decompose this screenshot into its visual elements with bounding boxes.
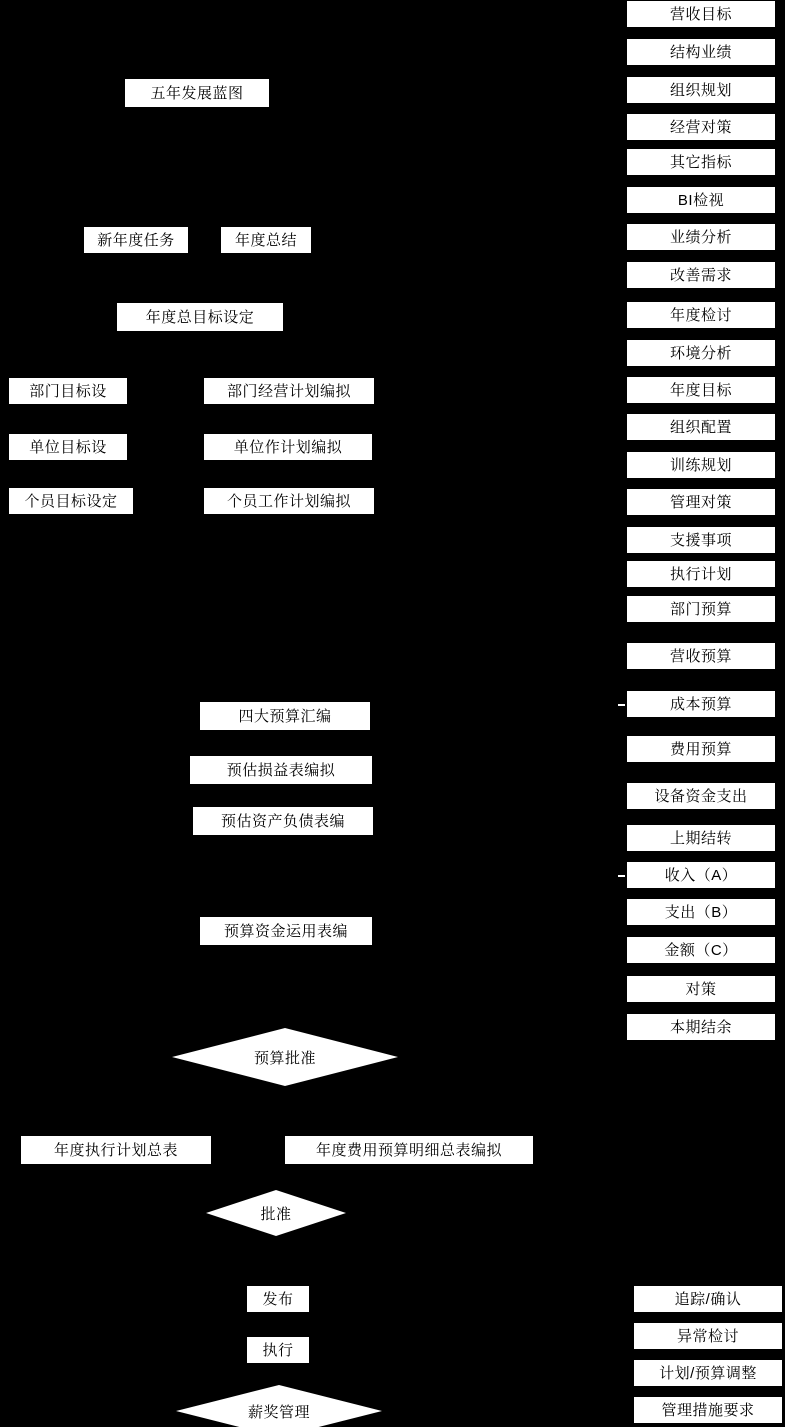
process-node-14[interactable]: 年度执行计划总表 (20, 1135, 212, 1165)
detail-node-3[interactable]: 经营对策 (626, 113, 776, 141)
detail-node-2[interactable]: 组织规划 (626, 76, 776, 104)
process-node-3[interactable]: 年度总目标设定 (116, 302, 284, 332)
detail-node-23[interactable]: 支出（B） (626, 898, 776, 926)
process-node-13[interactable]: 预算资金运用表编 (199, 916, 373, 946)
followup-node-0[interactable]: 追踪/确认 (633, 1285, 783, 1313)
detail-node-10[interactable]: 年度目标 (626, 376, 776, 404)
process-node-12[interactable]: 预估资产负债表编 (192, 806, 374, 836)
connector-tick-18 (618, 704, 625, 706)
followup-node-1[interactable]: 异常检讨 (633, 1322, 783, 1350)
detail-node-21[interactable]: 上期结转 (626, 824, 776, 852)
detail-node-12[interactable]: 训练规划 (626, 451, 776, 479)
detail-node-14[interactable]: 支援事项 (626, 526, 776, 554)
decision-node-label-1: 批准 (260, 1205, 292, 1223)
detail-node-18[interactable]: 成本预算 (626, 690, 776, 718)
followup-node-3[interactable]: 管理措施要求 (633, 1396, 783, 1424)
process-node-2[interactable]: 年度总结 (220, 226, 312, 254)
process-node-17[interactable]: 执行 (246, 1336, 310, 1364)
detail-node-11[interactable]: 组织配置 (626, 413, 776, 441)
detail-node-22[interactable]: 收入（A） (626, 861, 776, 889)
process-node-9[interactable]: 个员工作计划编拟 (203, 487, 375, 515)
detail-node-26[interactable]: 本期结余 (626, 1013, 776, 1041)
connector-tick-22 (618, 875, 625, 877)
detail-node-7[interactable]: 改善需求 (626, 261, 776, 289)
decision-node-1[interactable] (206, 1190, 346, 1236)
detail-node-25[interactable]: 对策 (626, 975, 776, 1003)
detail-node-5[interactable]: BI检视 (626, 186, 776, 214)
detail-node-20[interactable]: 设备资金支出 (626, 782, 776, 810)
process-node-8[interactable]: 个员目标设定 (8, 487, 134, 515)
detail-node-15[interactable]: 执行计划 (626, 560, 776, 588)
detail-node-24[interactable]: 金额（C） (626, 936, 776, 964)
process-node-6[interactable]: 单位目标设 (8, 433, 128, 461)
detail-node-1[interactable]: 结构业绩 (626, 38, 776, 66)
detail-node-4[interactable]: 其它指标 (626, 148, 776, 176)
decision-node-label-2: 薪奖管理 (247, 1403, 310, 1421)
process-node-4[interactable]: 部门目标设 (8, 377, 128, 405)
process-node-15[interactable]: 年度费用预算明细总表编拟 (284, 1135, 534, 1165)
decision-node-0[interactable] (172, 1028, 398, 1086)
process-node-5[interactable]: 部门经营计划编拟 (203, 377, 375, 405)
detail-node-8[interactable]: 年度检讨 (626, 301, 776, 329)
detail-node-19[interactable]: 费用预算 (626, 735, 776, 763)
decision-node-label-0: 预算批准 (253, 1049, 316, 1067)
process-node-7[interactable]: 单位作计划编拟 (203, 433, 373, 461)
detail-node-0[interactable]: 营收目标 (626, 0, 776, 28)
detail-node-6[interactable]: 业绩分析 (626, 223, 776, 251)
process-node-11[interactable]: 预估损益表编拟 (189, 755, 373, 785)
detail-node-9[interactable]: 环境分析 (626, 339, 776, 367)
detail-node-13[interactable]: 管理对策 (626, 488, 776, 516)
process-node-1[interactable]: 新年度任务 (83, 226, 189, 254)
decision-node-2[interactable] (176, 1385, 382, 1427)
detail-node-17[interactable]: 营收预算 (626, 642, 776, 670)
process-node-0[interactable]: 五年发展蓝图 (124, 78, 270, 108)
process-node-16[interactable]: 发布 (246, 1285, 310, 1313)
process-node-10[interactable]: 四大预算汇编 (199, 701, 371, 731)
followup-node-2[interactable]: 计划/预算调整 (633, 1359, 783, 1387)
detail-node-16[interactable]: 部门预算 (626, 595, 776, 623)
